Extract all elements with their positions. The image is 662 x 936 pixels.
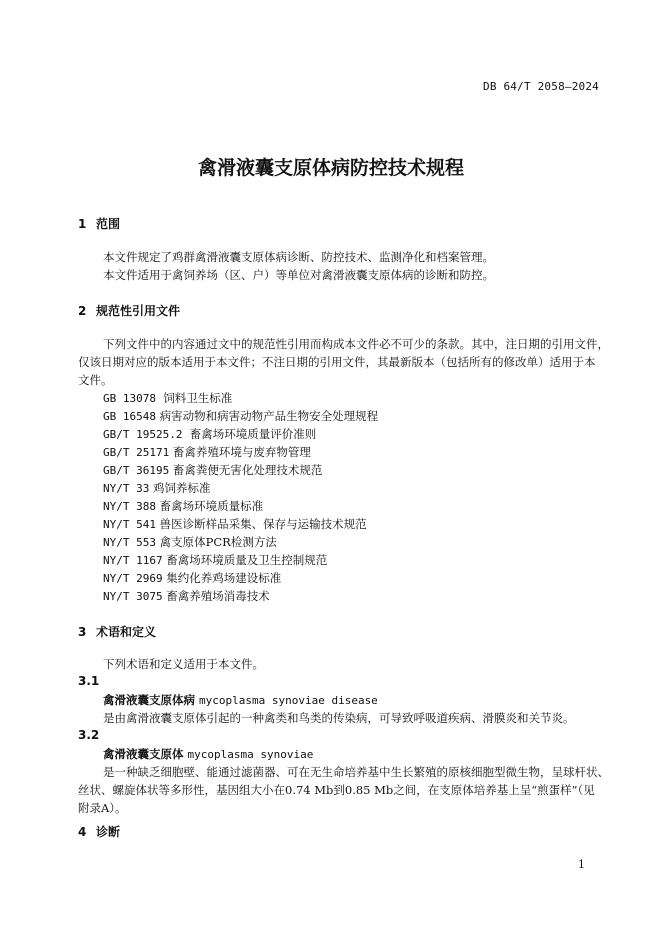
paragraph: 本文件适用于禽饲养场（区、户）等单位对禽滑液囊支原体病的诊断和防控。 bbox=[103, 268, 494, 282]
reference-item: GB/T 25171 畜禽养殖环境与废弃物管理 bbox=[103, 445, 311, 459]
section-heading-4: 4 诊断 bbox=[78, 825, 121, 839]
term-definition: 丝状、螺旋体状等多形性，基因组大小在0.74 Mb到0.85 Mb之间，在支原体培养基上呈“煎蛋样”（见 bbox=[78, 783, 595, 797]
term-definition: 是由禽滑液囊支原体引起的一种禽类和鸟类的传染病，可导致呼吸道疾病、滑膜炎和关节炎。 bbox=[103, 711, 575, 725]
reference-item: GB/T 36195 畜禽粪便无害化处理技术规范 bbox=[103, 463, 323, 477]
reference-item: NY/T 1167 畜禽场环境质量及卫生控制规范 bbox=[103, 553, 328, 567]
term-number: 3.1 bbox=[78, 674, 100, 688]
section-heading-2: 2 规范性引用文件 bbox=[78, 304, 181, 318]
term-heading: 禽滑液囊支原体 mycoplasma synoviae bbox=[103, 747, 314, 761]
section-heading-1: 1 范围 bbox=[78, 217, 121, 231]
reference-item: GB 16548 病害动物和病害动物产品生物安全处理规程 bbox=[103, 409, 379, 423]
paragraph: 本文件规定了鸡群禽滑液囊支原体病诊断、防控技术、监测净化和档案管理。 bbox=[103, 250, 494, 264]
document-number: DB 64/T 2058—2024 bbox=[483, 80, 599, 93]
reference-item: GB 13078 饲料卫生标准 bbox=[103, 391, 233, 405]
term-heading: 禽滑液囊支原体病 mycoplasma synoviae disease bbox=[103, 693, 378, 707]
paragraph: 下列术语和定义适用于本文件。 bbox=[103, 657, 264, 671]
paragraph: 下列文件中的内容通过文中的规范性引用而构成本文件必不可少的条款。其中，注日期的引用文件， bbox=[103, 337, 609, 351]
paragraph: 文件。 bbox=[78, 373, 113, 387]
reference-item: GB/T 19525.2 畜禽场环境质量评价准则 bbox=[103, 427, 317, 441]
term-definition: 附录A）。 bbox=[78, 801, 127, 815]
section-heading-3: 3 术语和定义 bbox=[78, 625, 157, 639]
paragraph: 仅该日期对应的版本适用于本文件；不注日期的引用文件，其最新版本（包括所有的修改单）适用于本 bbox=[78, 355, 596, 369]
term-definition: 是一种缺乏细胞壁、能通过滤菌器、可在无生命培养基中生长繁殖的原核细胞型微生物，呈球杆状、 bbox=[103, 765, 609, 779]
term-number: 3.2 bbox=[78, 728, 100, 742]
reference-item: NY/T 33 鸡饲养标准 bbox=[103, 481, 211, 495]
reference-item: NY/T 541 兽医诊断样品采集、保存与运输技术规范 bbox=[103, 517, 367, 531]
reference-item: NY/T 3075 畜禽养殖场消毒技术 bbox=[103, 589, 270, 603]
page-title: 禽滑液囊支原体病防控技术规程 bbox=[197, 157, 464, 179]
reference-item: NY/T 388 畜禽场环境质量标准 bbox=[103, 499, 264, 513]
reference-item: NY/T 553 禽支原体PCR检测方法 bbox=[103, 535, 277, 549]
page-number: 1 bbox=[578, 858, 585, 871]
reference-item: NY/T 2969 集约化养鸡场建设标准 bbox=[103, 571, 282, 585]
